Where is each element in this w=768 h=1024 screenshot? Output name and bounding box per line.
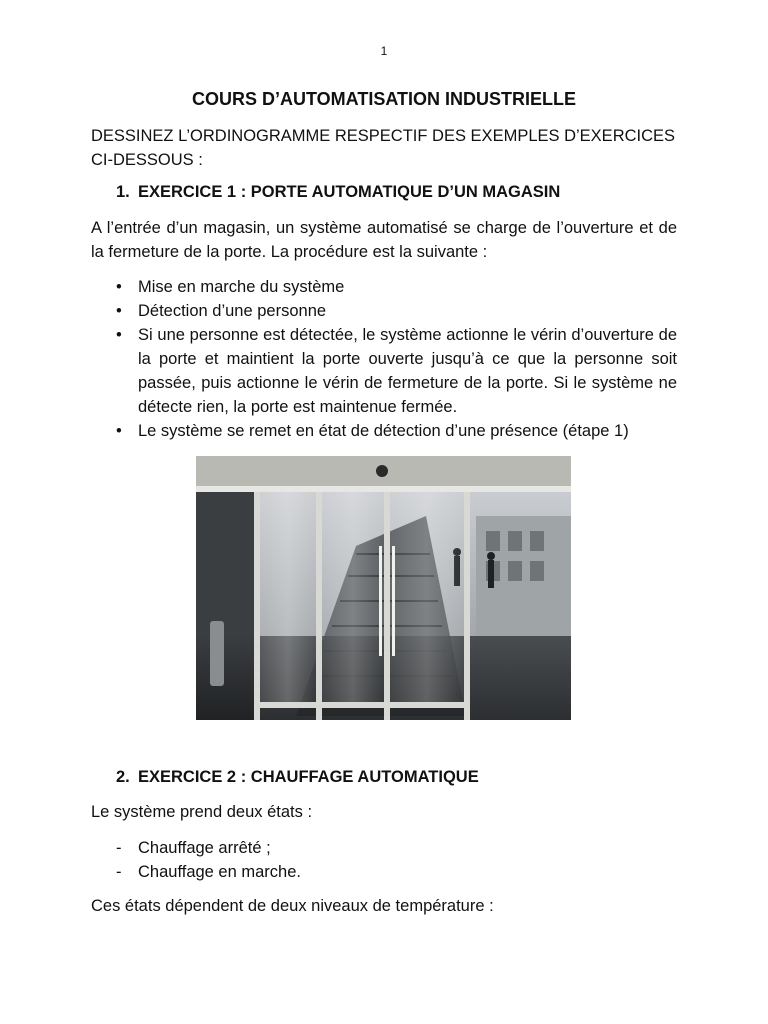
list-item: - Chauffage en marche. xyxy=(91,860,677,884)
list-item: • Si une personne est détectée, le système actionne le vérin d’ouverture de la porte et maintient la porte ouverte jusqu’à ce que la personne soit passée, puis actionne le vérin de fermeture de la porte. Si le système ne détecte rien, la porte est maintenue fermée. xyxy=(91,323,677,419)
sensor-icon xyxy=(376,465,388,477)
exercise-1-heading xyxy=(116,183,560,202)
exercise-1-number: 1. xyxy=(116,183,130,201)
exercise-2-paragraph-2: Ces états dépendent de deux niveaux de température : xyxy=(91,897,494,915)
list-item: - Chauffage arrêté ; xyxy=(91,836,677,860)
exercise-2-title: EXERCICE 2 : CHAUFFAGE AUTOMATIQUE xyxy=(138,768,479,786)
exercise-2-heading xyxy=(116,768,479,787)
exercise-2-paragraph: Le système prend deux états : xyxy=(91,803,313,821)
automatic-door-photo xyxy=(196,456,571,720)
page-number: 1 xyxy=(380,44,388,58)
exercise-1-title: EXERCICE 1 : PORTE AUTOMATIQUE D’UN MAGASIN xyxy=(138,183,561,201)
exercise-1-steps-list xyxy=(91,275,677,443)
document-title: COURS D’AUTOMATISATION INDUSTRIELLE xyxy=(192,89,576,109)
instructions-text: DESSINEZ L’ORDINOGRAMME RESPECTIF DES EXEMPLES D’EXERCICES CI-DESSOUS : xyxy=(91,127,676,169)
exercise-1-paragraph: A l’entrée d’un magasin, un système automatisé se charge de l’ouverture et de la fermeture de la porte. La procédure est la suivante : xyxy=(91,219,677,261)
exercise-2-number: 2. xyxy=(116,768,130,786)
list-item: • Le système se remet en état de détection d’une présence (étape 1) xyxy=(91,419,677,443)
list-item: • Mise en marche du système xyxy=(91,275,677,299)
exercise-2-states-list xyxy=(91,836,677,884)
list-item: • Détection d’une personne xyxy=(91,299,677,323)
